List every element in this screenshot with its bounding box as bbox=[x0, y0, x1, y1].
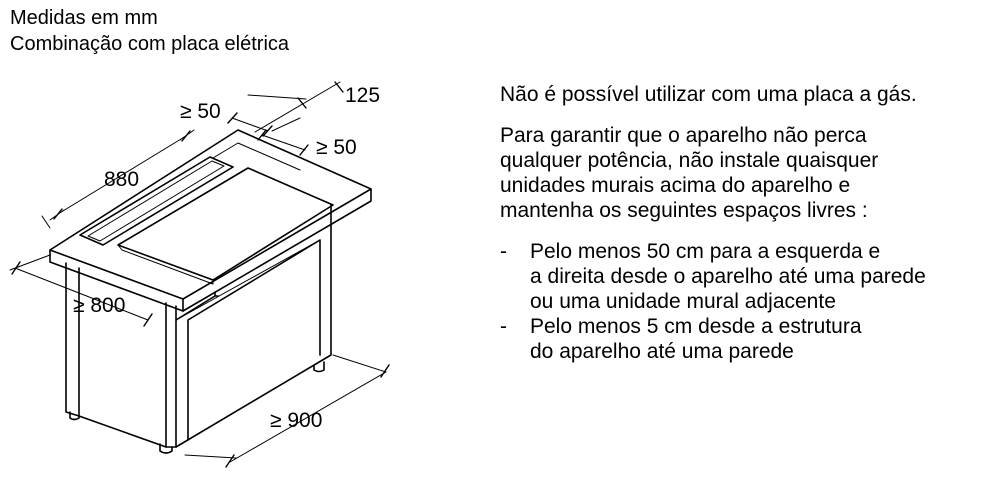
list-item-line: do aparelho até uma parede bbox=[530, 340, 794, 363]
worktop-side-edge bbox=[183, 189, 371, 311]
drawing-caption-combination: Combinação com placa elétrica bbox=[10, 33, 290, 55]
dim-900-ext bbox=[333, 355, 386, 372]
cabinet-floor bbox=[176, 240, 320, 320]
installation-notes bbox=[500, 82, 995, 364]
list-item-line: ou uma unidade mural adjacente bbox=[530, 290, 836, 313]
dim-label-height: ≥ 900 bbox=[270, 409, 323, 432]
cabinet-front-bottom bbox=[79, 416, 176, 447]
dim-right-gap-line bbox=[262, 135, 305, 150]
cabinet-front-right-post bbox=[166, 303, 176, 447]
paragraph-line: qualquer potência, não instale quaisquer bbox=[500, 149, 879, 172]
gas-warning: Não é possível utilizar com uma placa a gás. bbox=[500, 83, 917, 106]
dim-label-125: 125 bbox=[345, 84, 381, 107]
dim-125-line bbox=[255, 82, 340, 132]
list-item bbox=[500, 314, 995, 364]
dim-800-ext-left bbox=[10, 255, 50, 270]
dim-125-ticks bbox=[298, 82, 343, 108]
paragraph-line: mantenha os seguintes espaços livres : bbox=[500, 199, 868, 222]
paragraph-line: unidades murais acima do aparelho e bbox=[500, 174, 851, 197]
drawing-caption-units: Medidas em mm bbox=[10, 7, 158, 29]
dim-label-right-gap: ≥ 50 bbox=[316, 136, 357, 159]
paragraph-line: Para garantir que o aparelho não perca bbox=[500, 124, 867, 147]
list-dash: - bbox=[500, 315, 507, 338]
dim-900-line bbox=[185, 455, 236, 458]
cabinet-front-left-post bbox=[66, 263, 79, 416]
dim-label-width: 880 bbox=[104, 168, 140, 191]
list-item-line: Pelo menos 50 cm para a esquerda e bbox=[530, 240, 881, 263]
dim-left-gap-ext bbox=[248, 95, 306, 99]
dim-left-gap-line bbox=[232, 118, 268, 131]
list-item-line: Pelo menos 5 cm desde a estrutura bbox=[530, 315, 862, 338]
list-item bbox=[500, 239, 995, 314]
rear-lip bbox=[213, 143, 300, 170]
downdraft-vent bbox=[80, 157, 233, 245]
list-dash: - bbox=[500, 240, 507, 263]
dim-880-ext-left bbox=[42, 210, 64, 228]
list-item-line: a direita desde o aparelho até uma parede bbox=[530, 265, 926, 288]
dim-label-depth: ≥ 800 bbox=[73, 294, 126, 317]
dim-label-left-gap: ≥ 50 bbox=[180, 100, 221, 123]
hob-cutout bbox=[118, 168, 333, 280]
